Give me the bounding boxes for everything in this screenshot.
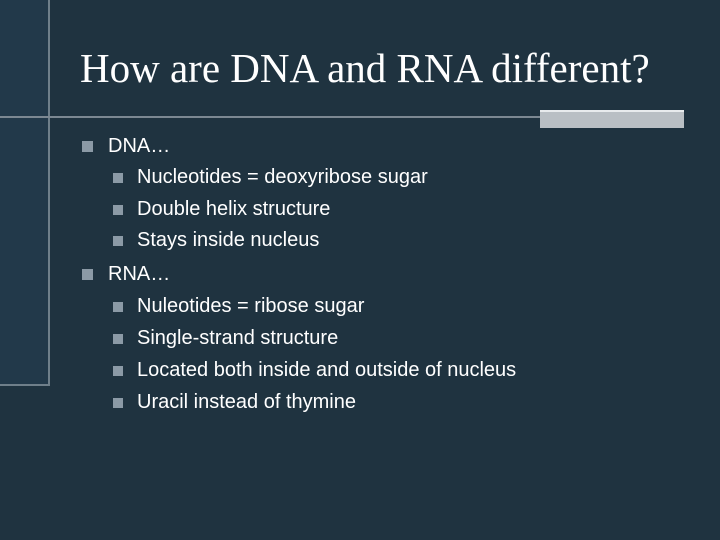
list-item-label: Single-strand structure bbox=[137, 327, 339, 349]
square-bullet-icon bbox=[113, 398, 123, 408]
list-item-label: Nuleotides = ribose sugar bbox=[137, 295, 365, 317]
square-bullet-icon bbox=[113, 236, 123, 246]
list-item bbox=[113, 327, 338, 350]
list-item-label: Double helix structure bbox=[137, 198, 331, 220]
square-bullet-icon bbox=[82, 269, 93, 280]
list-item bbox=[113, 391, 356, 414]
list-item-label: Stays inside nucleus bbox=[137, 229, 320, 251]
list-item bbox=[113, 295, 364, 318]
list-item bbox=[113, 229, 319, 252]
title-divider-accent bbox=[540, 110, 684, 128]
list-heading-dna bbox=[82, 135, 170, 158]
list-item bbox=[113, 359, 516, 382]
square-bullet-icon bbox=[113, 173, 123, 183]
slide-title: How are DNA and RNA different? bbox=[80, 45, 650, 91]
square-bullet-icon bbox=[113, 366, 123, 376]
square-bullet-icon bbox=[82, 141, 93, 152]
list-item-label: Located both inside and outside of nucleus bbox=[137, 359, 517, 381]
square-bullet-icon bbox=[113, 205, 123, 215]
heading-label: RNA… bbox=[108, 263, 171, 285]
square-bullet-icon bbox=[113, 302, 123, 312]
list-item-label: Uracil instead of thymine bbox=[137, 391, 356, 413]
square-bullet-icon bbox=[113, 334, 123, 344]
list-item-label: Nucleotides = deoxyribose sugar bbox=[137, 166, 428, 188]
list-item bbox=[113, 166, 428, 189]
heading-label: DNA… bbox=[108, 135, 171, 157]
list-item bbox=[113, 198, 330, 221]
decorative-left-bar bbox=[0, 0, 50, 386]
list-heading-rna bbox=[82, 263, 170, 286]
